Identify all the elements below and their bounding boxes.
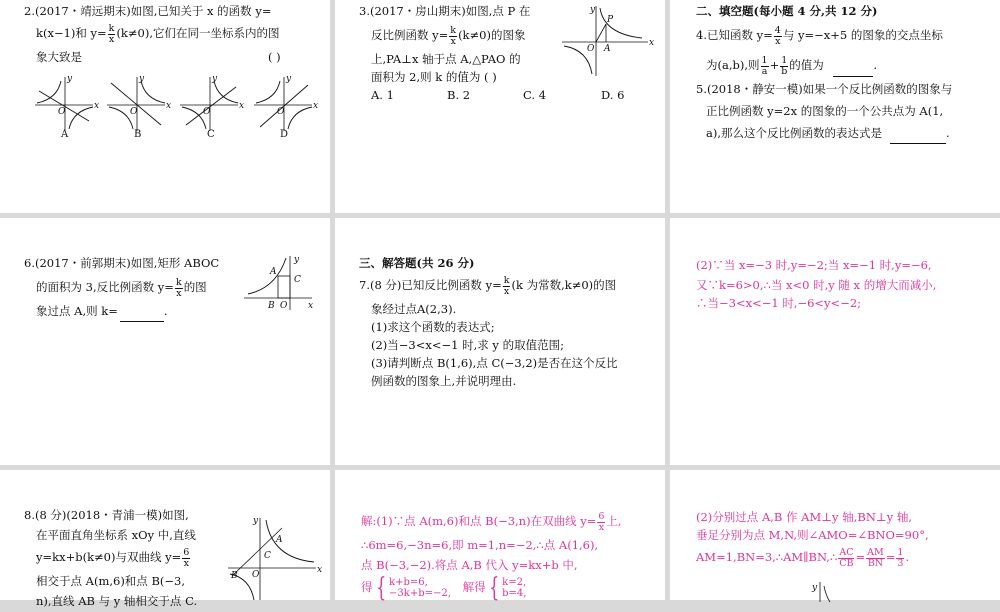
- fraction: $\frac{6}{x}$: [183, 546, 190, 569]
- panel-sec2: [670, 0, 1000, 213]
- svg-text:A: A: [276, 535, 283, 545]
- q8-line3: y=kx+b(k≠0)与双曲线 y= $\frac{6}{x}$: [36, 546, 190, 569]
- fraction: $\frac{k}{x}$: [108, 22, 115, 45]
- graph-option-c: [180, 74, 244, 131]
- svg-text:y: y: [67, 74, 73, 84]
- q2-answer-paren: ( ): [268, 50, 281, 64]
- svg-text:A: A: [270, 267, 277, 277]
- q3-choice-c: C. 4: [523, 88, 547, 102]
- q4-line2: 为(a,b),则 $\frac{1}{a}$ + $\frac{1}{b}$ 的值为 .: [706, 54, 878, 77]
- fraction: $\frac{k}{x}$: [503, 274, 510, 297]
- svg-text:y: y: [812, 583, 818, 593]
- svg-text:y: y: [139, 74, 145, 84]
- section-title-answers: 三、解答题(共 26 分): [359, 256, 475, 270]
- svg-text:x: x: [239, 101, 245, 111]
- q7-part1: (1)求这个函数的表达式;: [371, 320, 495, 334]
- svg-text:O: O: [280, 301, 288, 311]
- q4-answer-blank[interactable]: [833, 63, 873, 77]
- panel-q7-answer: [670, 218, 1000, 465]
- svg-text:x: x: [313, 101, 319, 111]
- option-label-d: D: [280, 129, 289, 140]
- section-title-fill-in: 二、填空题(每小题 4 分,共 12 分): [696, 4, 878, 18]
- q3-graph: [560, 4, 660, 79]
- svg-text:O: O: [130, 107, 138, 117]
- q8-line5: n),直线 AB 与 y 轴相交于点 C.: [36, 594, 198, 608]
- svg-text:O: O: [277, 107, 285, 117]
- ans8-line2: ∴6m=6,−3n=6,即 m=1,n=−2,∴点 A(1,6),: [361, 538, 599, 552]
- fraction: $\frac{4}{x}$: [774, 24, 781, 47]
- q6-answer-blank[interactable]: [120, 308, 164, 322]
- q5-answer-blank[interactable]: [890, 130, 946, 144]
- option-label-a: A: [61, 129, 69, 140]
- option-label-c: C: [207, 129, 215, 140]
- fraction: $\frac{k}{x}$: [450, 24, 457, 47]
- svg-text:x: x: [166, 101, 172, 111]
- ans8-line1: 解:(1)∵点 A(m,6)和点 B(−3,n)在双曲线 y= $\frac{6}{x}$ 上,: [361, 510, 622, 533]
- panel-q8: [0, 470, 330, 608]
- svg-text:C: C: [294, 275, 301, 285]
- q5-line3: a),那么这个反比例函数的表达式是 .: [706, 122, 950, 144]
- q8-graph: [224, 514, 324, 604]
- graph-option-d: [254, 74, 318, 131]
- ans8b-line3: AM=1,BN=3,∴AM∥BN,∴ $\frac{AC}{CB}$ = $\frac{AM}{BN}$ = $\frac{1}{3}$ .: [696, 546, 910, 569]
- svg-text:y: y: [294, 255, 300, 265]
- svg-text:x: x: [649, 38, 655, 48]
- ans8-line4: 得 { k+b=6, −3k+b=−2, 解得 { k=2, b=4,: [361, 573, 527, 603]
- panel-q8-answer-1: [335, 470, 665, 603]
- svg-text:B: B: [231, 571, 238, 581]
- ans8b-graph-partial: [810, 582, 870, 602]
- svg-text:B: B: [268, 301, 275, 311]
- svg-text:O: O: [252, 570, 260, 580]
- svg-text:A: A: [604, 44, 611, 54]
- q8-line2: 在平面直角坐标系 xOy 中,直线: [36, 528, 196, 542]
- q6-graph: [240, 254, 320, 324]
- svg-text:O: O: [587, 44, 595, 54]
- ans8b-line1: (2)分别过点 A,B 作 AM⊥y 轴,BN⊥y 轴,: [696, 510, 913, 524]
- q3-line2: 反比例函数 y= $\frac{k}{x}$ (k≠0)的图象: [371, 24, 526, 47]
- svg-text:C: C: [264, 551, 271, 561]
- q8-line1: 8.(8 分)(2018・青浦一模)如图,: [24, 508, 189, 522]
- ans7-line3: ∴当−3<x<−1 时,−6<y<−2;: [696, 296, 862, 310]
- graph-option-a: [35, 74, 99, 131]
- svg-text:y: y: [286, 74, 292, 84]
- panel-q3: [335, 0, 665, 213]
- q6-line2: 的面积为 3,反比例函数 y= $\frac{k}{x}$ 的图: [36, 276, 207, 299]
- q4-line1: 4.已知函数 y= $\frac{4}{x}$ 与 y=−x+5 的图象的交点坐标: [696, 24, 943, 47]
- q7-part2: (2)当−3<x<−1 时,求 y 的取值范围;: [371, 338, 564, 352]
- svg-text:y: y: [212, 74, 218, 84]
- svg-text:y: y: [253, 516, 259, 526]
- q7-part3-cont: 例函数的图象上,并说明理由.: [371, 374, 517, 388]
- graph-option-b: [107, 74, 171, 131]
- ans7-line2: 又∵k=6>0,∴当 x<0 时,y 随 x 的增大而减小,: [696, 278, 937, 292]
- option-label-b: B: [134, 129, 142, 140]
- q6-line1: 6.(2017・前郭期末)如图,矩形 ABOC: [24, 256, 220, 270]
- ans8-line3: 点 B(−3,−2).将点 A,B 代入 y=kx+b 中,: [361, 558, 578, 572]
- ans7-line1: (2)∵当 x=−3 时,y=−2;当 x=−1 时,y=−6,: [696, 258, 932, 272]
- svg-text:P: P: [607, 15, 614, 25]
- q3-line1: 3.(2017・房山期末)如图,点 P 在: [359, 4, 531, 18]
- q8-line4: 相交于点 A(m,6)和点 B(−3,: [36, 574, 186, 588]
- q3-choice-d: D. 6: [601, 88, 625, 102]
- svg-text:x: x: [317, 565, 323, 575]
- q7-part3: (3)请判断点 B(1,6),点 C(−3,2)是否在这个反比: [371, 356, 618, 370]
- q7-line1: 7.(8 分)已知反比例函数 y= $\frac{k}{x}$ (k 为常数,k≠0)的图: [359, 274, 617, 297]
- q2-line3: 象大致是: [36, 50, 82, 64]
- panel-q2: [0, 0, 330, 213]
- q2-line2: k(x−1)和 y= $\frac{k}{x}$ (k≠0),它们在同一坐标系内的图: [36, 22, 280, 45]
- panel-q8-answer-2: [670, 470, 1000, 600]
- svg-text:x: x: [308, 301, 314, 311]
- q3-line3: 上,PA⊥x 轴于点 A,△PAO 的: [371, 52, 521, 66]
- q6-line3: 象过点 A,则 k= .: [36, 300, 168, 322]
- svg-text:y: y: [590, 5, 596, 15]
- svg-text:O: O: [203, 107, 211, 117]
- q7-line2: 象经过点A(2,3).: [371, 302, 457, 316]
- panel-q7: [335, 218, 665, 465]
- panel-q6: [0, 218, 330, 465]
- ans8b-line2: 垂足分别为点 M,N,则∠AMO=∠BNO=90°,: [696, 528, 929, 542]
- q2-line1: 2.(2017・靖远期末)如图,已知关于 x 的函数 y=: [24, 4, 272, 18]
- q3-choice-a: A. 1: [371, 88, 394, 102]
- q3-line4: 面积为 2,则 k 的值为 ( ): [371, 70, 497, 84]
- svg-text:O: O: [58, 107, 66, 117]
- q5-line1: 5.(2018・静安一模)如果一个反比例函数的图象与: [696, 82, 953, 96]
- q5-line2: 正比例函数 y=2x 的图象的一个公共点为 A(1,: [706, 104, 944, 118]
- q3-choice-b: B. 2: [447, 88, 471, 102]
- fraction: $\frac{6}{x}$: [598, 510, 605, 533]
- svg-text:x: x: [94, 101, 100, 111]
- fraction: $\frac{k}{x}$: [175, 276, 182, 299]
